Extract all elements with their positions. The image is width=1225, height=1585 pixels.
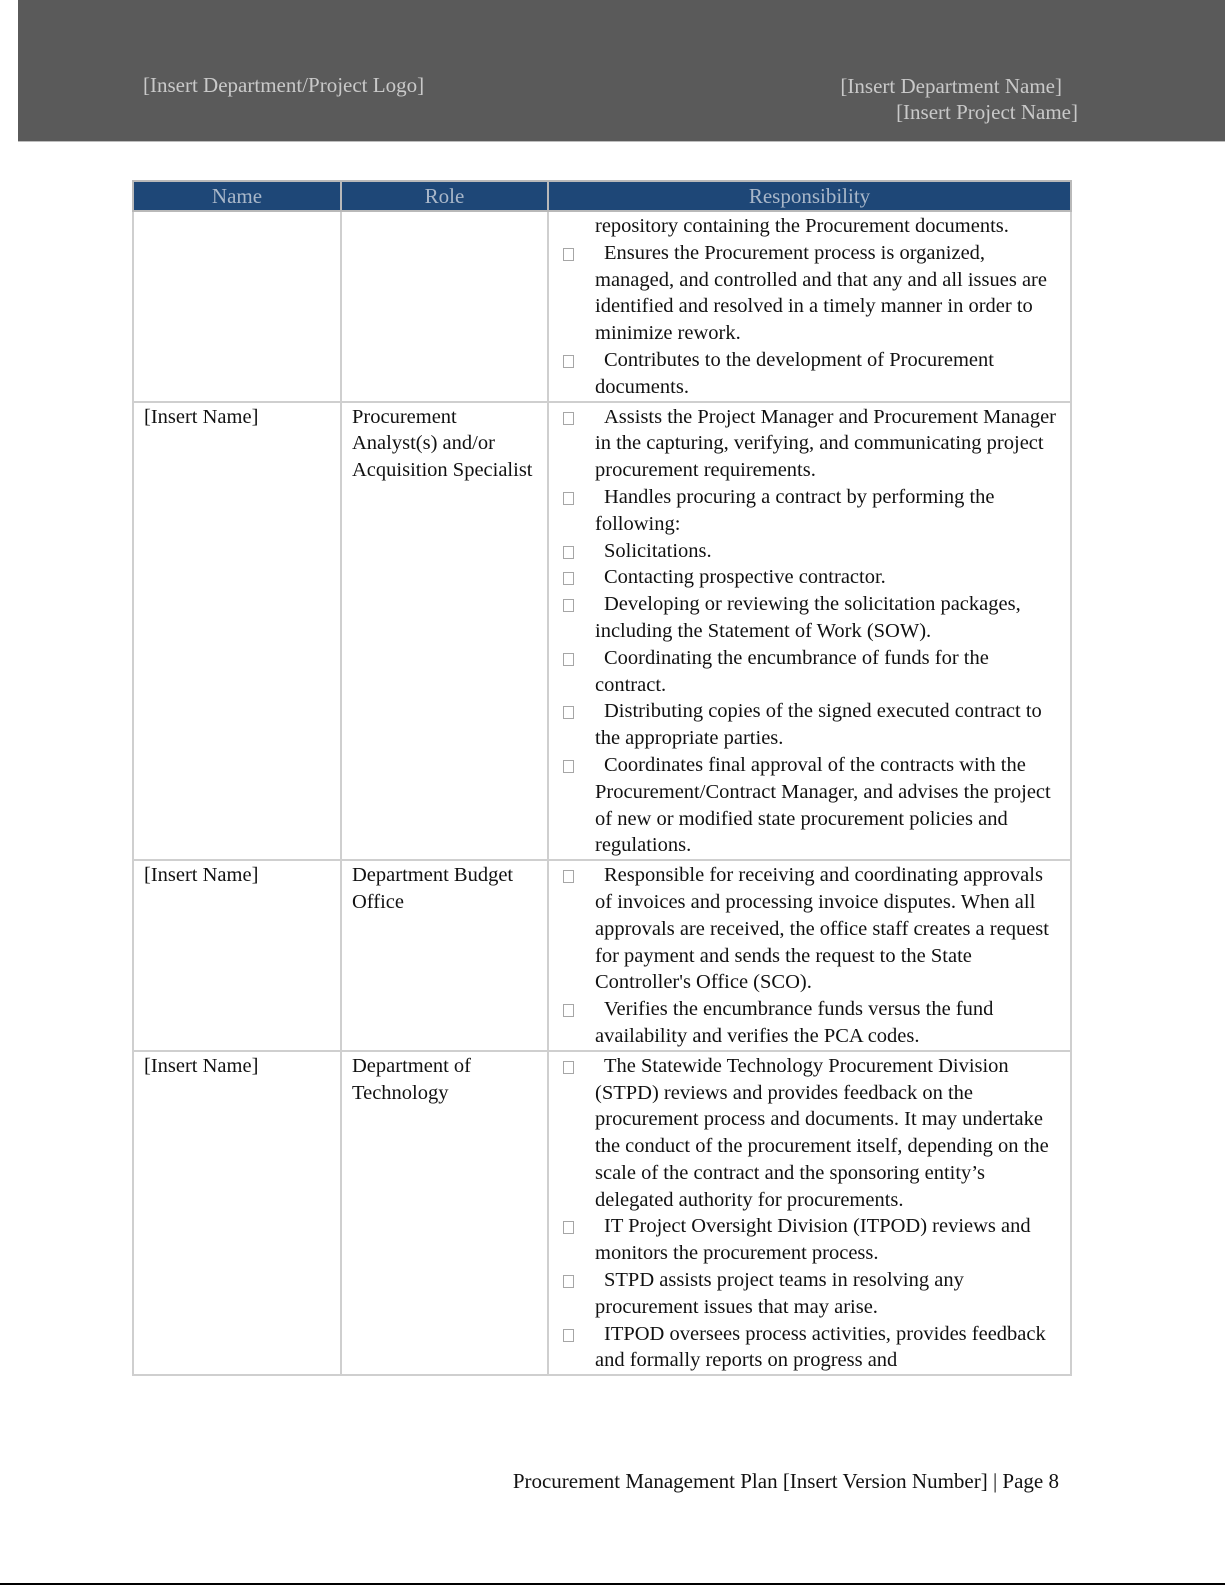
responsibility-item [561, 591, 1064, 645]
responsibility-item [561, 645, 1064, 699]
table-row [133, 402, 1071, 861]
column-header-responsibility: Responsibility [548, 181, 1071, 211]
responsibility-item [561, 1053, 1064, 1214]
responsibility-text: Solicitations. [604, 539, 712, 562]
bullet-box-icon [563, 492, 574, 505]
cell-role: Procurement Analyst(s) and/or Acquisition Specialist [341, 402, 548, 861]
responsibility-text: STPD assists project teams in resolving any procurement issues that may arise. [595, 1269, 964, 1318]
responsibility-text: Contributes to the development of Procurement documents. [595, 348, 994, 398]
responsibility-item [561, 698, 1064, 752]
bullet-box-icon [563, 870, 574, 883]
responsibility-text: Contacting prospective contractor. [604, 566, 886, 589]
department-name: [Insert Department Name] [840, 74, 1062, 98]
column-header-role: Role [341, 181, 548, 211]
column-header-name: Name [133, 181, 341, 211]
responsibility-item [561, 1213, 1064, 1267]
responsibility-text: Responsible for receiving and coordinating approvals of invoices and processing invoice disputes. When all approvals are received, the office staff creates a request for payment and sends the request to the State Controller's Office (SCO). [595, 864, 1049, 994]
responsibility-text: Handles procuring a contract by performing the following: [595, 485, 995, 535]
cell-responsibility [548, 860, 1071, 1051]
page-header [18, 0, 1225, 142]
cell-role [341, 211, 548, 402]
responsibility-text: Coordinates final approval of the contracts with the Procurement/Contract Manager, and advises the project of new or modified state procurement policies and regulations. [595, 753, 1051, 857]
responsibility-text: IT Project Oversight Division (ITPOD) reviews and monitors the procurement process. [595, 1215, 1031, 1265]
responsibility-item [561, 564, 1064, 591]
table-row [133, 1051, 1071, 1376]
responsibility-item [561, 347, 1064, 401]
responsibility-item [561, 752, 1064, 859]
bullet-box-icon [563, 1329, 574, 1342]
responsibility-text: Developing or reviewing the solicitation packages, including the Statement of Work (SOW). [595, 593, 1021, 642]
responsibility-text: ITPOD oversees process activities, provides feedback and formally reports on progress and [595, 1322, 1046, 1372]
responsibility-text: Ensures the Procurement process is organized, managed, and controlled and that any and all issues are identified and resolved in a timely manner in order to minimize rework. [595, 241, 1047, 345]
cell-name: [Insert Name] [133, 860, 341, 1051]
cell-responsibility [548, 402, 1071, 861]
bullet-box-icon [563, 572, 574, 585]
project-name: [Insert Project Name] [896, 100, 1078, 124]
bullet-box-icon [563, 1004, 574, 1017]
table-header-row [133, 181, 1071, 211]
header-titles [840, 73, 1078, 125]
responsibility-item [561, 484, 1064, 538]
responsibility-text: Distributing copies of the signed executed contract to the appropriate parties. [595, 700, 1042, 750]
responsibility-text: Assists the Project Manager and Procurement Manager in the capturing, verifying, and communicating project procurement requirements. [595, 405, 1057, 482]
cell-name: [Insert Name] [133, 1051, 341, 1376]
responsibility-item [561, 862, 1064, 996]
bullet-box-icon [563, 248, 574, 261]
responsibility-continuation: repository containing the Procurement documents. [595, 215, 1009, 237]
responsibility-item [561, 996, 1064, 1050]
bullet-box-icon [563, 760, 574, 773]
bullet-box-icon [563, 653, 574, 666]
bullet-box-icon [563, 355, 574, 368]
responsibility-item [561, 1321, 1064, 1375]
bullet-box-icon [563, 546, 574, 559]
table-row [133, 211, 1071, 402]
roles-responsibilities-table-container [132, 180, 1070, 1376]
responsibility-text: Coordinating the encumbrance of funds for the contract. [595, 646, 989, 696]
bullet-box-icon [563, 1275, 574, 1288]
bullet-box-icon [563, 1221, 574, 1234]
cell-responsibility [548, 1051, 1071, 1376]
bullet-box-icon [563, 706, 574, 719]
cell-responsibility [548, 211, 1071, 402]
bullet-box-icon [563, 1061, 574, 1074]
table-row [133, 860, 1071, 1051]
responsibility-item [561, 538, 1064, 565]
responsibility-item [561, 404, 1064, 484]
responsibility-text: Verifies the encumbrance funds versus the fund availability and verifies the PCA codes. [595, 998, 994, 1047]
cell-role: Department Budget Office [341, 860, 548, 1051]
logo-placeholder: [Insert Department/Project Logo] [143, 73, 425, 97]
responsibility-item [561, 1267, 1064, 1321]
responsibility-item [561, 240, 1064, 347]
cell-name [133, 211, 341, 402]
cell-name: [Insert Name] [133, 402, 341, 861]
cell-role: Department of Technology [341, 1051, 548, 1376]
bullet-box-icon [563, 412, 574, 425]
roles-responsibilities-table [132, 180, 1072, 1376]
bullet-box-icon [563, 599, 574, 612]
responsibility-text: The Statewide Technology Procurement Division (STPD) reviews and provides feedback on the procurement process and documents. It may undertake the conduct of the procurement itself, depending on the scale of the contract and the sponsoring entity’s delegated authority for procurements. [595, 1054, 1049, 1211]
page-footer: Procurement Management Plan [Insert Version Number] | Page 8 [512, 1469, 1059, 1493]
